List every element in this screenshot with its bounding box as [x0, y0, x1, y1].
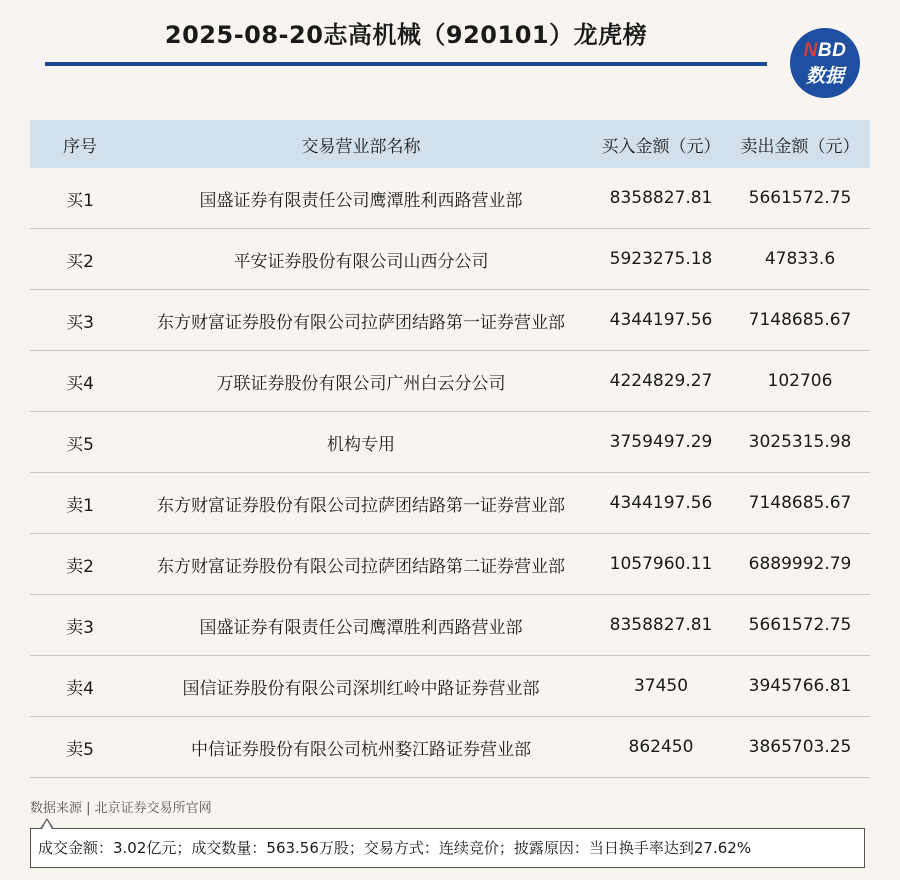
row-no: 买2 [30, 229, 130, 290]
row-buy: 8358827.81 [592, 168, 730, 229]
row-sell: 5661572.75 [730, 168, 870, 229]
table-row [30, 168, 870, 229]
column-header-no: 序号 [30, 120, 130, 168]
row-sell: 7148685.67 [730, 473, 870, 534]
row-sell: 3025315.98 [730, 412, 870, 473]
table-row [30, 229, 870, 290]
table-row [30, 656, 870, 717]
logo-line2: 数据 [805, 66, 844, 87]
page-title: 2025-08-20志高机械（920101）龙虎榜 [164, 21, 648, 49]
column-header-buy: 买入金额（元） [592, 120, 730, 168]
table-row [30, 717, 870, 778]
row-name: 中信证券股份有限公司杭州婺江路证券营业部 [130, 717, 592, 778]
table-row [30, 595, 870, 656]
trade-summary-text: 成交金额：3.02亿元；成交数量：563.56万股；交易方式：连续竞价；披露原因：当日换手率达到27.62% [38, 839, 752, 857]
row-no: 卖5 [30, 717, 130, 778]
table-row [30, 290, 870, 351]
row-name: 国盛证券有限责任公司鹰潭胜利西路营业部 [130, 595, 592, 656]
row-no: 买1 [30, 168, 130, 229]
row-name: 国盛证券有限责任公司鹰潭胜利西路营业部 [130, 168, 592, 229]
table-row [30, 412, 870, 473]
dragon-tiger-table [30, 120, 870, 778]
row-sell: 3945766.81 [730, 656, 870, 717]
row-name: 机构专用 [130, 412, 592, 473]
callout-pointer-fill [42, 820, 52, 829]
row-sell: 47833.6 [730, 229, 870, 290]
row-no: 卖1 [30, 473, 130, 534]
row-buy: 3759497.29 [592, 412, 730, 473]
row-buy: 4224829.27 [592, 351, 730, 412]
row-name: 东方财富证券股份有限公司拉萨团结路第二证券营业部 [130, 534, 592, 595]
row-no: 买3 [30, 290, 130, 351]
row-sell: 7148685.67 [730, 290, 870, 351]
data-source-note: 数据来源 | 北京证券交易所官网 [30, 801, 212, 816]
row-name: 国信证券股份有限公司深圳红岭中路证券营业部 [130, 656, 592, 717]
trade-summary-box [30, 828, 865, 868]
column-header-name: 交易营业部名称 [130, 120, 592, 168]
row-buy: 37450 [592, 656, 730, 717]
row-sell: 5661572.75 [730, 595, 870, 656]
row-name: 万联证券股份有限公司广州白云分公司 [130, 351, 592, 412]
table-row [30, 534, 870, 595]
row-buy: 1057960.11 [592, 534, 730, 595]
row-buy: 8358827.81 [592, 595, 730, 656]
row-sell: 6889992.79 [730, 534, 870, 595]
row-sell: 3865703.25 [730, 717, 870, 778]
row-no: 买5 [30, 412, 130, 473]
row-no: 买4 [30, 351, 130, 412]
table-header-row [30, 120, 870, 168]
row-sell: 102706 [730, 351, 870, 412]
row-buy: 4344197.56 [592, 290, 730, 351]
row-name: 东方财富证券股份有限公司拉萨团结路第一证券营业部 [130, 473, 592, 534]
logo-line1: NBD [803, 40, 847, 61]
table-row [30, 473, 870, 534]
row-no: 卖2 [30, 534, 130, 595]
row-name: 东方财富证券股份有限公司拉萨团结路第一证券营业部 [130, 290, 592, 351]
nbd-logo [790, 28, 860, 98]
title-underline [45, 62, 767, 66]
row-buy: 862450 [592, 717, 730, 778]
row-buy: 4344197.56 [592, 473, 730, 534]
row-no: 卖4 [30, 656, 130, 717]
row-name: 平安证券股份有限公司山西分公司 [130, 229, 592, 290]
row-buy: 5923275.18 [592, 229, 730, 290]
table-row [30, 351, 870, 412]
row-no: 卖3 [30, 595, 130, 656]
column-header-sell: 卖出金额（元） [730, 120, 870, 168]
